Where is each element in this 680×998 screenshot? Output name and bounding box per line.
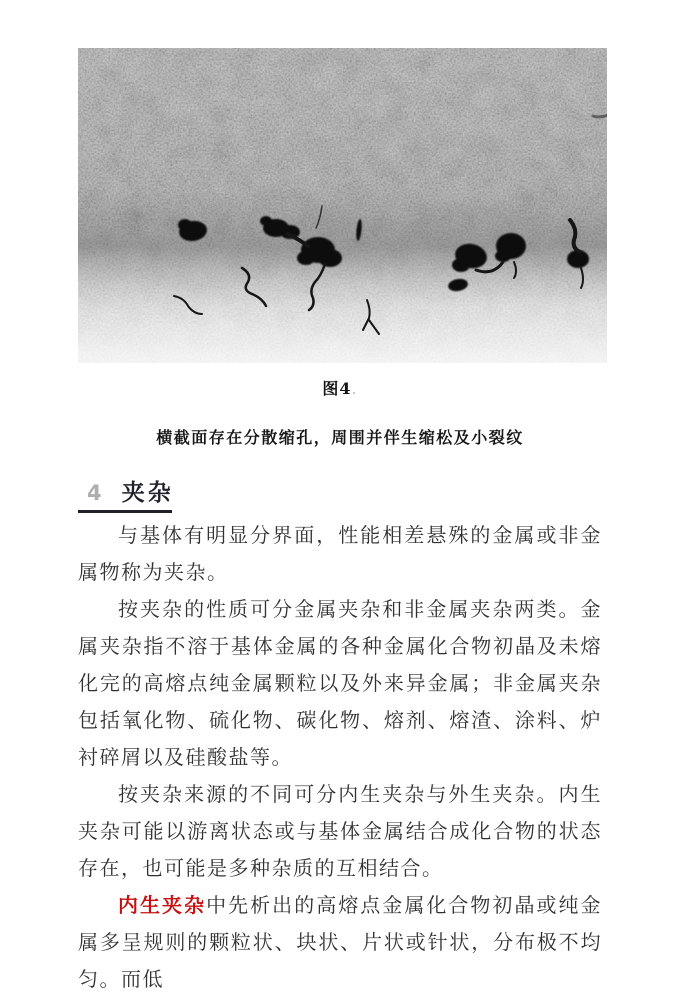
- figure-caption: 横截面存在分散缩孔，周围并伴生缩松及小裂纹: [156, 428, 524, 447]
- body-text: [78, 517, 602, 998]
- micrograph-graphic: [78, 48, 607, 363]
- section-underline: [78, 510, 172, 513]
- section-number: 4: [87, 481, 102, 505]
- figure-label: [0, 376, 680, 399]
- paragraph-definition: 与基体有明显分界面，性能相差悬殊的金属或非金属物称为夹杂。: [78, 523, 602, 584]
- figure-label-text: 图4: [322, 379, 352, 398]
- section-heading: [78, 474, 602, 516]
- section-title: 夹杂: [121, 480, 174, 506]
- paragraph-classification-by-source: 按夹杂来源的不同可分内生夹杂与外生夹杂。内生夹杂可能以游离状态或与基体金属结合成化合物的状态存在，也可能是多种杂质的互相结合。: [78, 782, 602, 880]
- paragraph-classification-by-nature: 按夹杂的性质可分金属夹杂和非金属夹杂两类。金属夹杂指不溶于基体金属的各种金属化合物初晶及未熔化完的高熔点纯金属颗粒以及外来异金属；非金属夹杂包括氧化物、硫化物、碳化物、熔剂、熔渣、涂料、炉衬碎屑以及硅酸盐等。: [78, 597, 602, 769]
- paragraph-endogenous-lead: 内生夹杂: [118, 893, 207, 917]
- figure-label-dot: .: [351, 379, 358, 398]
- figure-4-micrograph-image: [78, 48, 607, 363]
- paragraph-endogenous-text: 中先析出的高熔点金属化合物初晶或纯金属多呈规则的颗粒状、块状、片状或针状，分布极不均匀。而低: [78, 893, 603, 991]
- paragraph-endogenous-inclusions: [78, 887, 602, 998]
